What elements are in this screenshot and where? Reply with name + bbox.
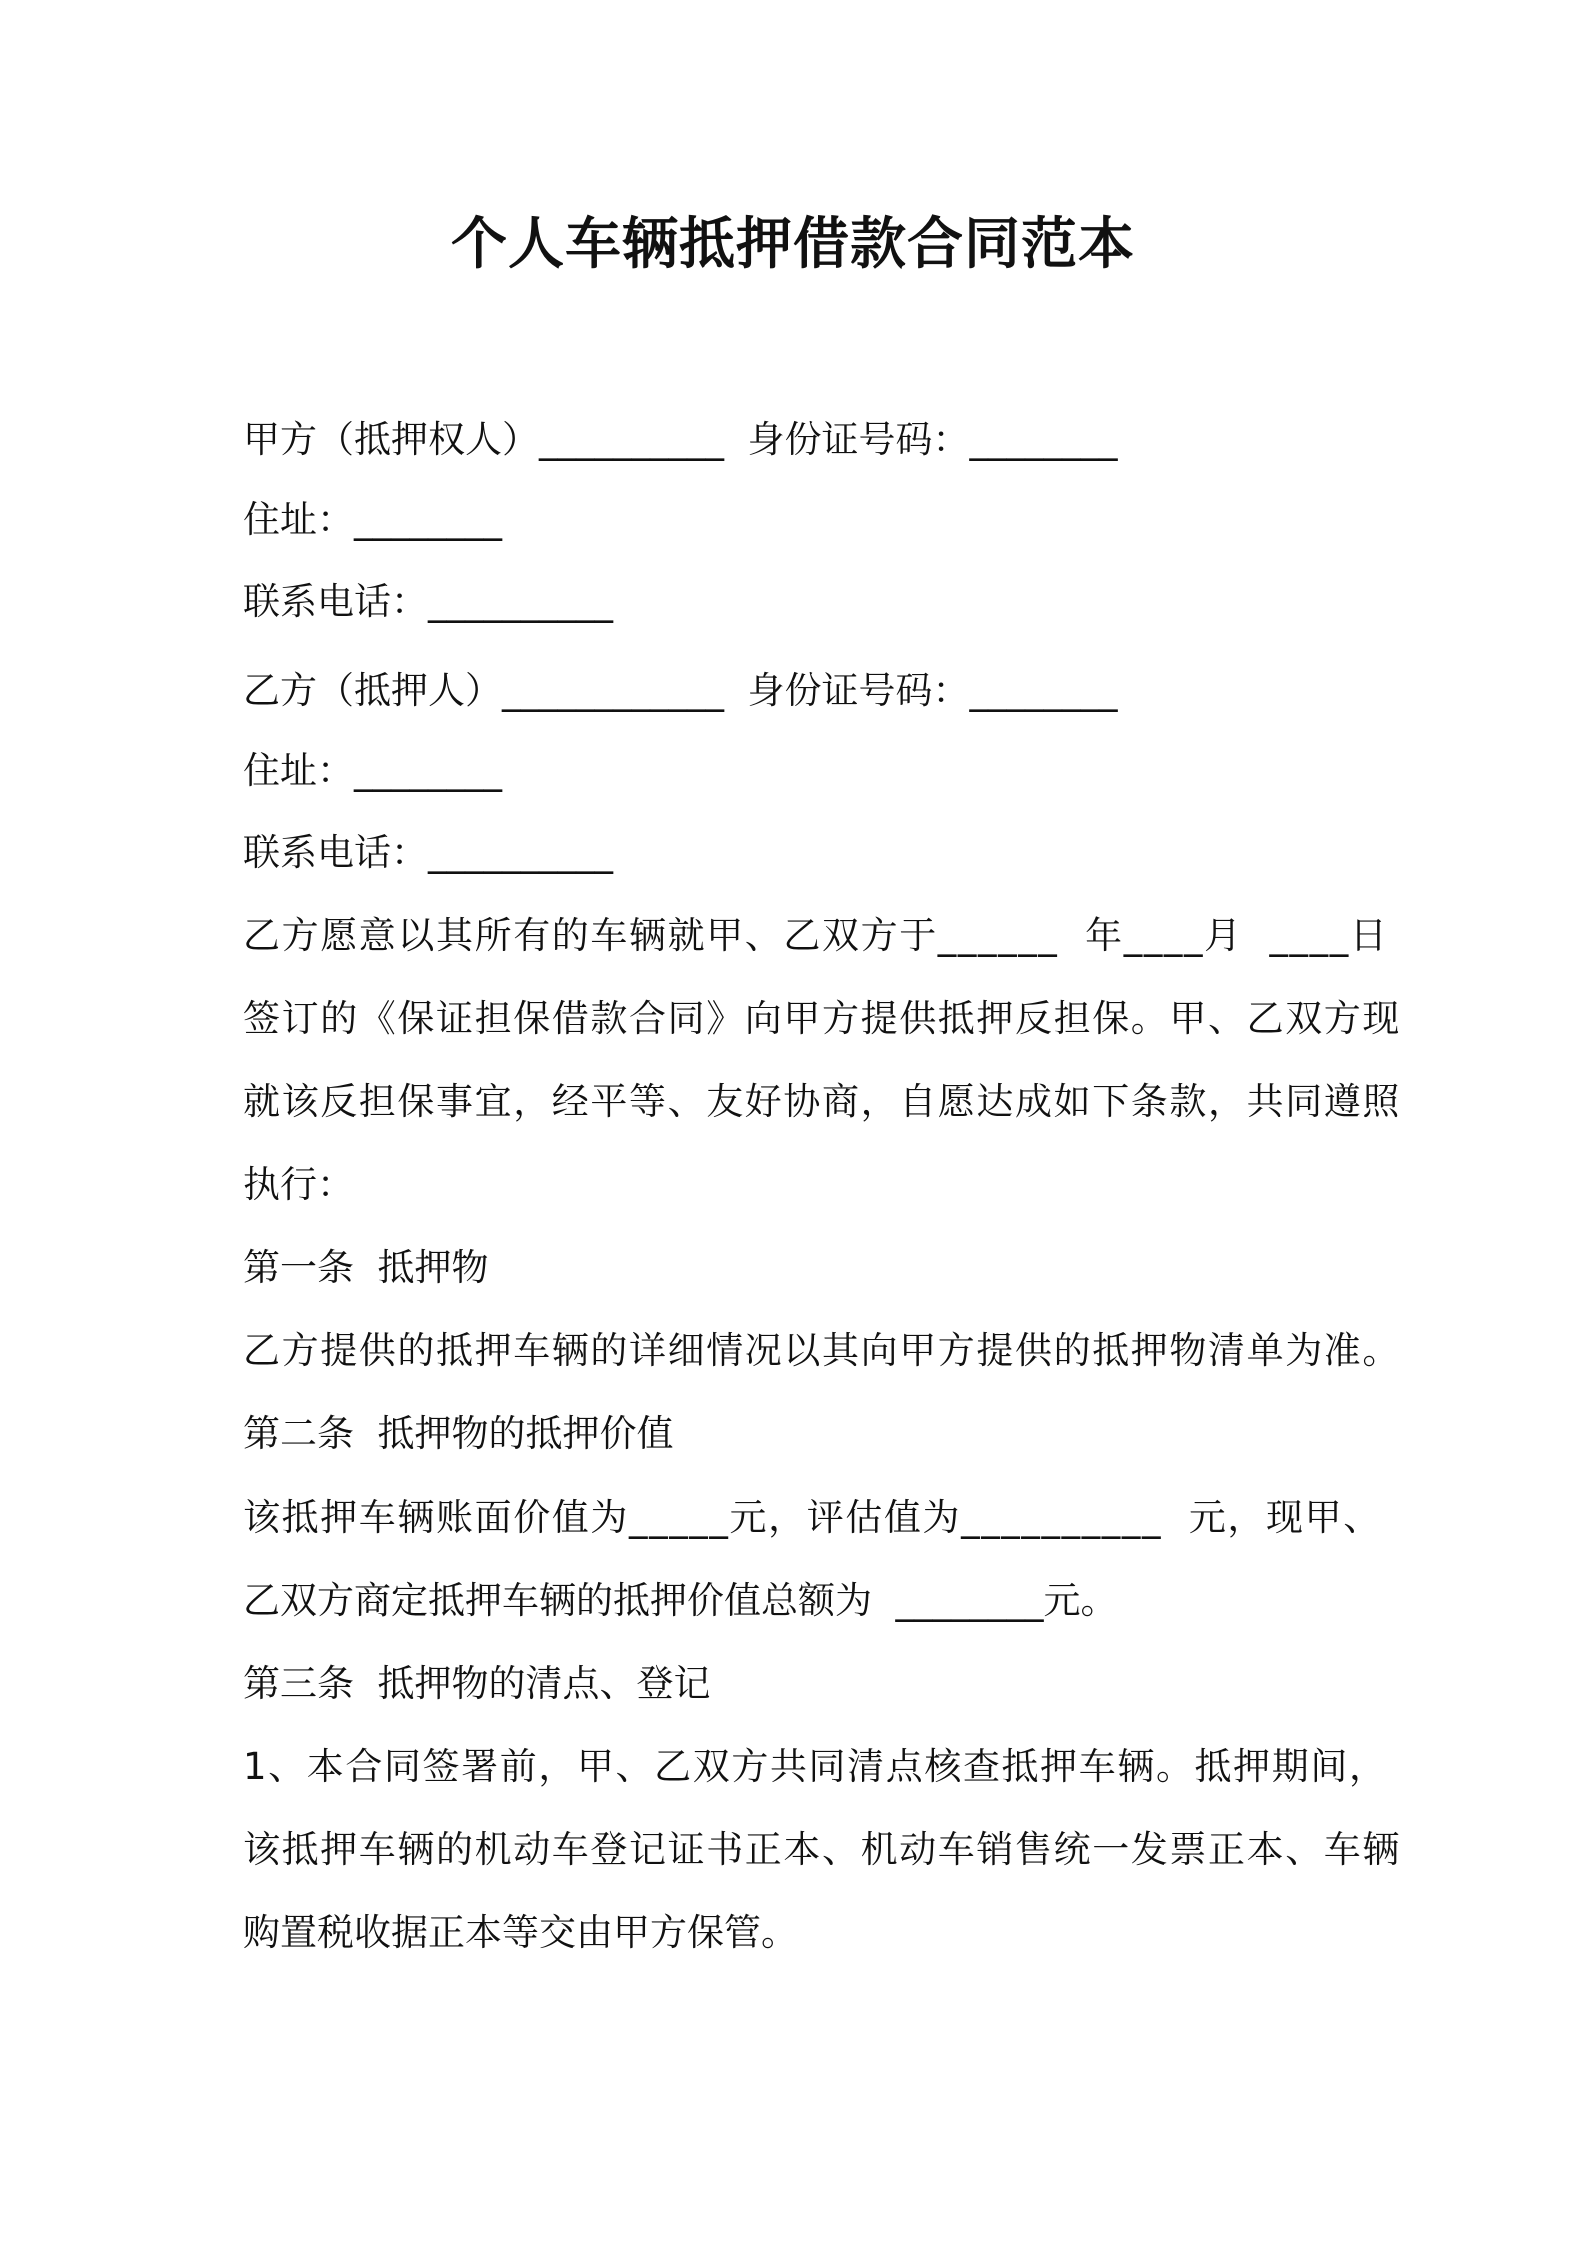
article-2-heading: 第二条 抵押物的抵押价值 [243,1412,674,1455]
intro-paragraph-line-2: 签订的《保证担保借款合同》向甲方提供抵押反担保。甲、乙双方现 [243,997,1401,1040]
article-3-body-line-3: 购置税收据正本等交由甲方保管。 [243,1911,798,1954]
party-a-name-line: 甲方（抵押权人）__________ 身份证号码：________ [243,418,1118,461]
article-1-body: 乙方提供的抵押车辆的详细情况以其向甲方提供的抵押物清单为准。 [243,1329,1401,1372]
intro-paragraph-line-3: 就该反担保事宜，经平等、友好协商，自愿达成如下条款，共同遵照 [243,1080,1401,1123]
intro-paragraph-line-1: 乙方愿意以其所有的车辆就甲、乙双方于______ 年____月 ____日 [243,914,1389,957]
article-2-body-line-2: 乙双方商定抵押车辆的抵押价值总额为 ________元。 [243,1579,1118,1622]
article-2-body-line-1: 该抵押车辆账面价值为_____元，评估值为__________ 元，现甲、 [243,1496,1382,1539]
article-1-heading: 第一条 抵押物 [243,1246,489,1289]
article-3-heading: 第三条 抵押物的清点、登记 [243,1662,711,1705]
article-3-body-line-2: 该抵押车辆的机动车登记证书正本、机动车销售统一发票正本、车辆 [243,1828,1401,1871]
document-title: 个人车辆抵押借款合同范本 [451,212,1135,277]
party-b-address-line: 住址：________ [243,749,502,792]
party-b-phone-line: 联系电话：__________ [243,831,613,874]
party-b-name-line: 乙方（抵押人）____________ 身份证号码：________ [243,669,1118,712]
party-a-phone-line: 联系电话：__________ [243,580,613,623]
party-a-address-line: 住址：________ [243,498,502,541]
article-3-body-line-1: 1、本合同签署前，甲、乙双方共同清点核查抵押车辆。抵押期间， [243,1745,1388,1788]
intro-paragraph-line-4: 执行： [243,1163,354,1206]
